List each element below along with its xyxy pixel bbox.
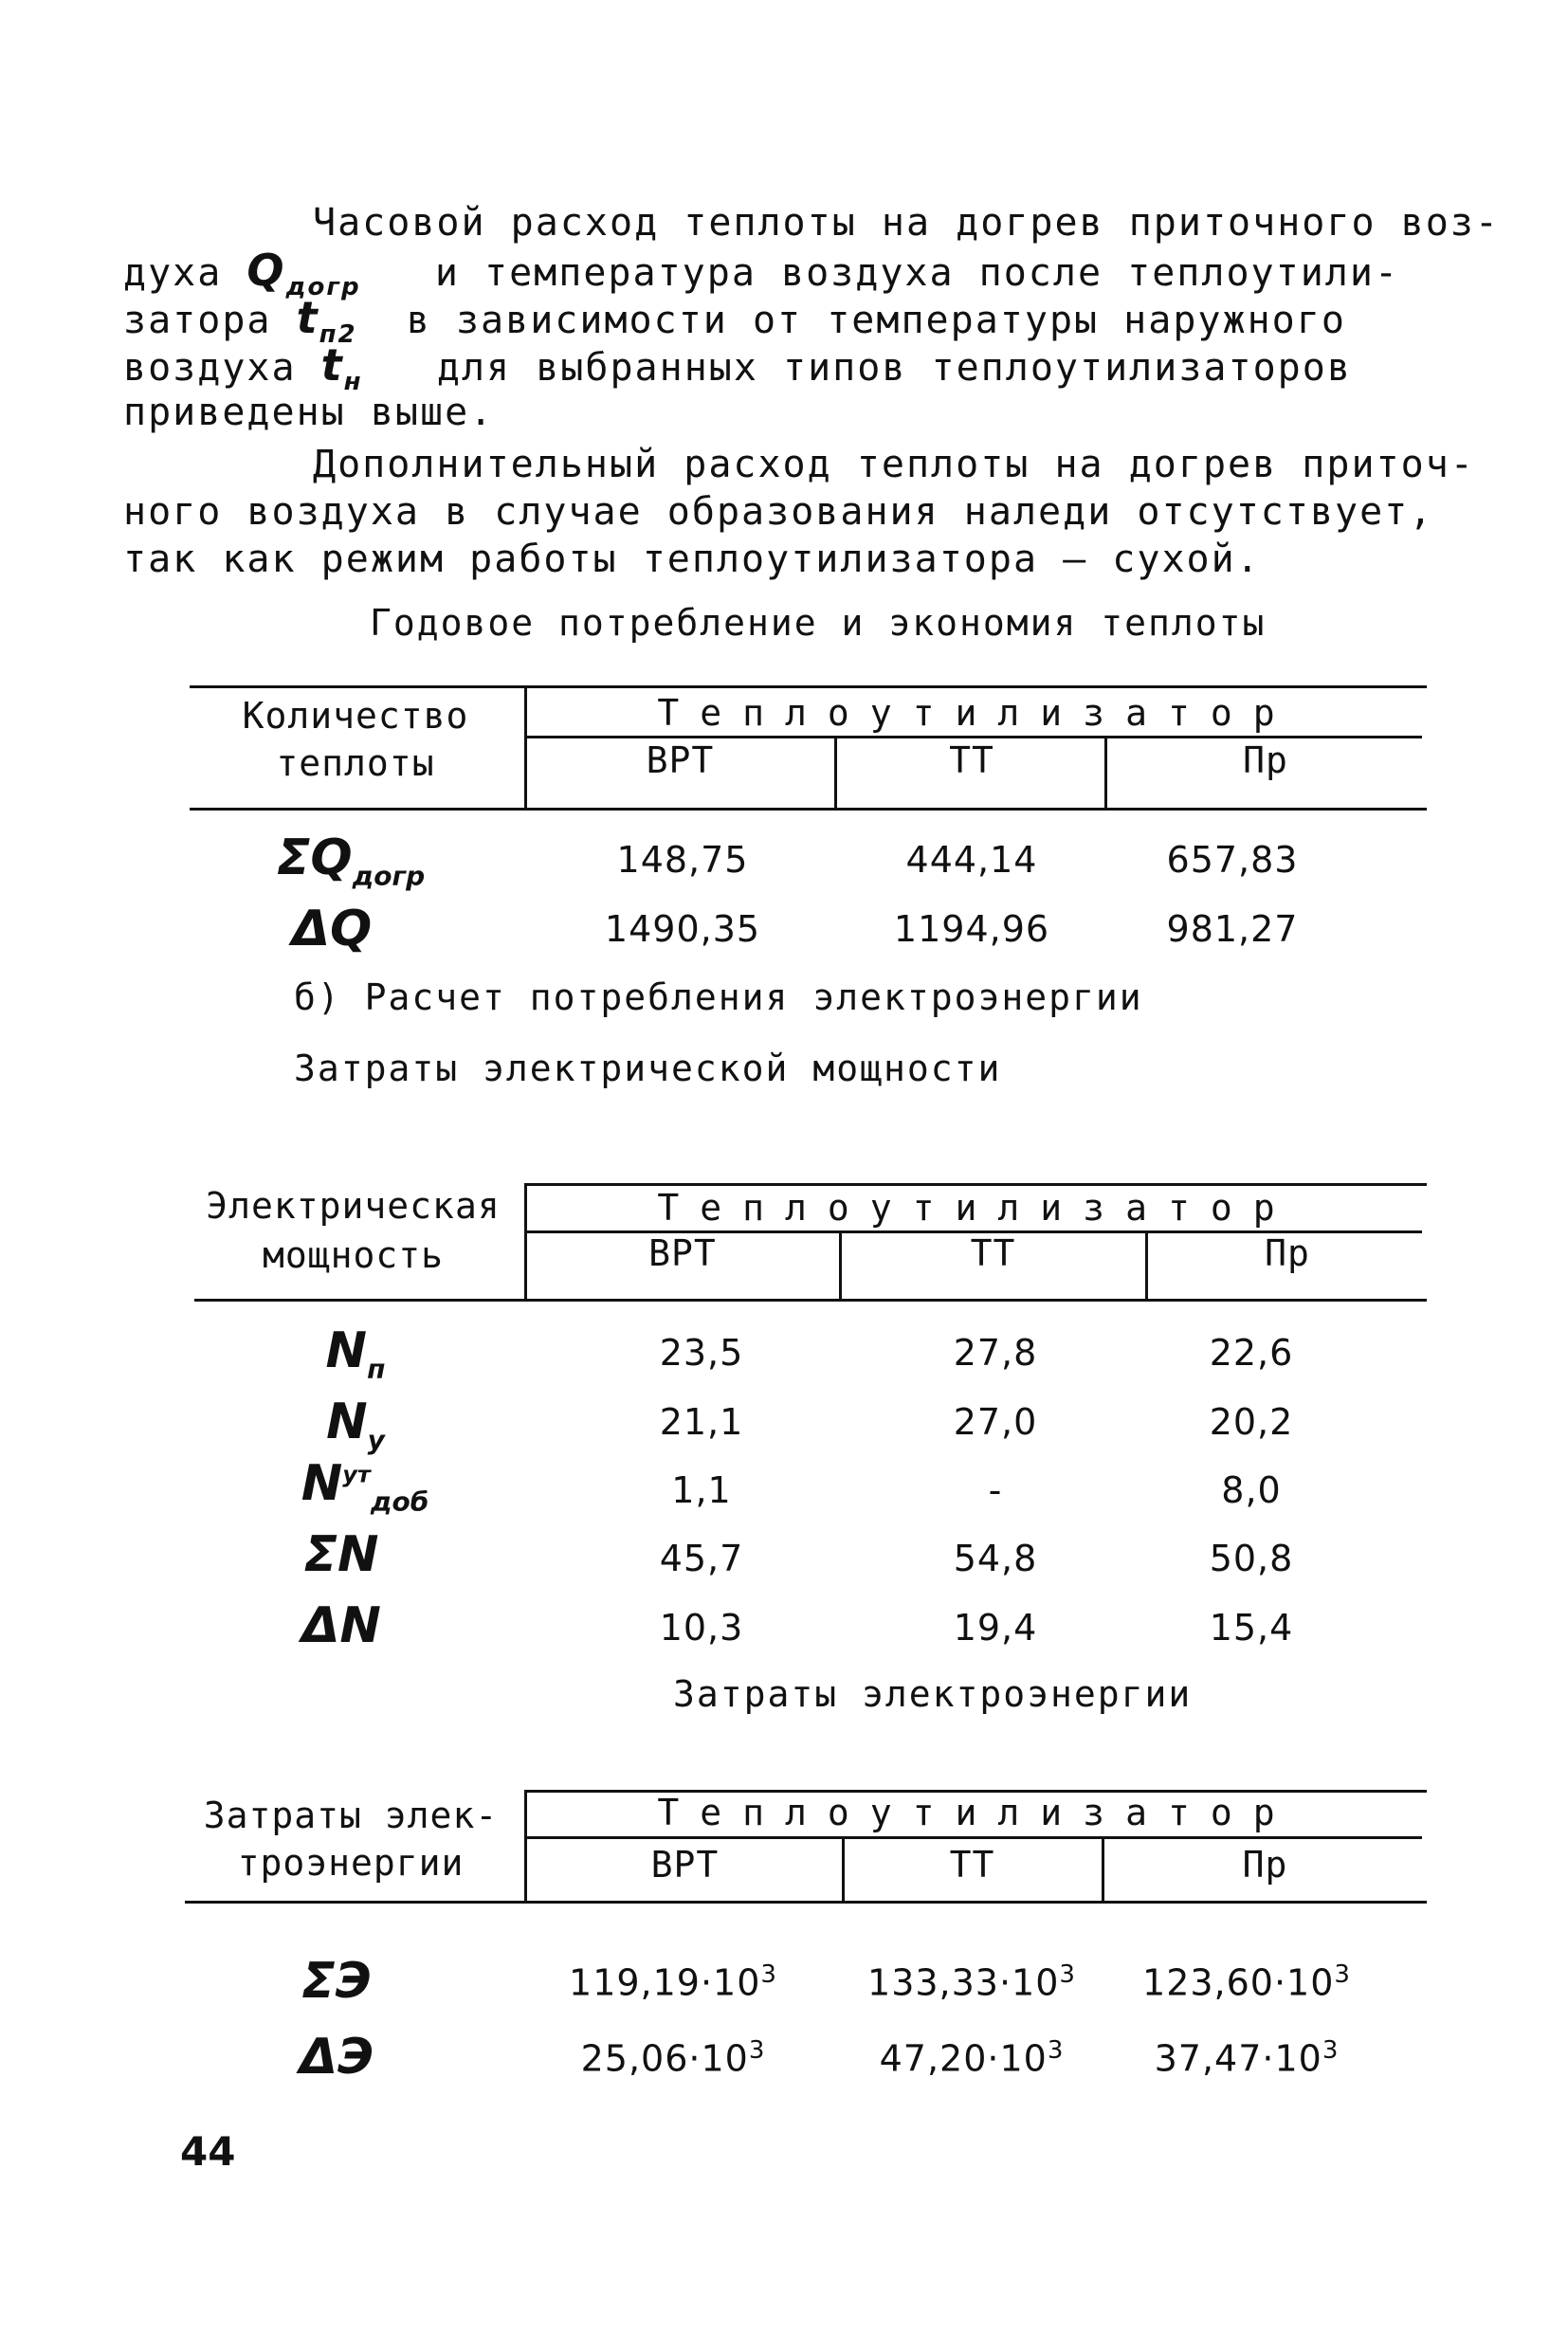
table3-caption: Затраты электроэнергии: [673, 1673, 1193, 1715]
text-line: приведены выше.: [123, 391, 495, 434]
table-cell: $37,47\cdot 10^3$: [1154, 2036, 1340, 2080]
table-cell: 50,8: [1209, 1538, 1294, 1579]
table-cell: $123,60\cdot 10^3$: [1142, 1960, 1351, 2004]
table2-head-left: мощность: [262, 1234, 445, 1276]
table-cell: $47,20\cdot 10^3$: [879, 2036, 1065, 2080]
row-symbol: ΔЭ: [299, 2029, 374, 2086]
table-cell: 22,6: [1209, 1332, 1294, 1374]
table2-divider: [839, 1230, 842, 1299]
table-cell: 657,83: [1166, 839, 1299, 881]
table3-divider: [524, 1790, 527, 1901]
table3-head-left: Затраты элек-: [203, 1795, 499, 1836]
table1-divider: [524, 685, 527, 809]
row-symbol: ΔQ: [291, 901, 373, 957]
paragraph-ice-formation: [123, 441, 1475, 583]
text-line: ного воздуха в случае образования наледи отсутствует,: [123, 490, 1434, 534]
row-symbol: $N_у$: [326, 1394, 385, 1456]
symbol-q-dogr: $Q_{догр}$: [246, 245, 361, 302]
page-number: 44: [180, 2128, 236, 2175]
table-cell: $119,19\cdot 10^3$: [569, 1960, 777, 2004]
table3-group-rule: [526, 1836, 1422, 1839]
table2-col-header: ТТ: [970, 1232, 1016, 1274]
table3-col-header: ВРТ: [650, 1844, 720, 1886]
table2-top-rule: [526, 1183, 1427, 1186]
row-symbol: $\Sigma Q_{догр}$: [276, 829, 426, 892]
table2-group-header: Теплоутилизатор: [657, 1187, 1296, 1229]
table2-divider: [1145, 1230, 1148, 1299]
table3-col-header: ТТ: [949, 1844, 995, 1886]
text-line: так как режим работы теплоутилизатора – сухой.: [123, 538, 1261, 581]
table2-caption: Затраты электрической мощности: [294, 1048, 1002, 1089]
symbol-t-n: $t_н$: [320, 339, 363, 397]
table-cell: 45,7: [659, 1538, 744, 1579]
table-cell: 27,8: [953, 1332, 1038, 1374]
row-symbol: ΣЭ: [301, 1953, 372, 2010]
table2-col-header: ВРТ: [648, 1232, 717, 1274]
table-cell: 19,4: [953, 1607, 1038, 1649]
table1-divider: [1104, 736, 1107, 809]
text-line: Дополнительный расход теплоты на догрев приточ-: [313, 443, 1475, 486]
table1-top-rule: [190, 685, 1427, 688]
table2-col-header: Пр: [1265, 1232, 1310, 1274]
table-cell: 10,3: [659, 1607, 744, 1649]
table-cell: 15,4: [1209, 1607, 1294, 1649]
table3-divider: [1102, 1836, 1104, 1901]
table3-col-header: Пр: [1242, 1844, 1288, 1886]
table-cell: 981,27: [1166, 908, 1299, 950]
table1-group-header: Теплоутилизатор: [657, 692, 1296, 734]
table-cell: 148,75: [616, 839, 749, 881]
table-cell: -: [988, 1469, 1003, 1511]
table-cell: 20,2: [1209, 1401, 1294, 1443]
row-symbol: ΔN: [301, 1597, 381, 1654]
symbol-t-p2: $t_{п2}$: [296, 292, 357, 350]
table3-group-header: Теплоутилизатор: [657, 1792, 1296, 1833]
paragraph-heat-consumption: [123, 199, 1500, 436]
table1-head-left: Количество: [242, 695, 469, 737]
table-cell: 23,5: [659, 1332, 744, 1374]
table1-col-header: ТТ: [949, 739, 994, 781]
table3-divider: [842, 1836, 845, 1901]
text-line: духа $Q_{догр}$ и температура воздуха после теплоутили-: [123, 245, 1400, 302]
table-cell: $133,33\cdot 10^3$: [867, 1960, 1076, 2004]
table1-group-rule: [526, 736, 1422, 738]
table-cell: 1194,96: [893, 908, 1050, 950]
table3-head-left: троэнергии: [237, 1842, 465, 1884]
row-symbol: ΣN: [303, 1526, 379, 1583]
table-cell: 1490,35: [604, 908, 761, 950]
table1-col-header: Пр: [1243, 739, 1288, 781]
table-cell: 8,0: [1221, 1469, 1282, 1511]
text-line: воздуха $t_н$ для выбранных типов теплоутилизаторов: [123, 339, 1352, 397]
table1-head-left: теплоты: [276, 742, 435, 784]
table2-head-left: Электрическая: [206, 1185, 501, 1227]
section-heading: б) Расчет потребления электроэнергии: [294, 976, 1143, 1018]
table-cell: 54,8: [953, 1538, 1038, 1579]
table1-bottom-rule: [190, 808, 1427, 811]
row-symbol: $N_п$: [325, 1322, 386, 1385]
table1-divider: [834, 736, 837, 809]
table1-caption: Годовое потребление и экономия теплоты: [370, 602, 1267, 644]
table-cell: 27,0: [953, 1401, 1038, 1443]
text-line: затора $t_{п2}$ в зависимости от температуры наружного: [123, 292, 1346, 350]
table1-col-header: ВРТ: [646, 739, 715, 781]
table3-bottom-rule: [185, 1901, 1427, 1904]
table2-divider: [524, 1183, 527, 1299]
table-cell: $25,06\cdot 10^3$: [580, 2036, 766, 2080]
text-line: Часовой расход теплоты на догрев приточного воз-: [313, 201, 1500, 245]
table-cell: 444,14: [905, 839, 1038, 881]
table-cell: 21,1: [659, 1401, 744, 1443]
row-symbol: $N^{ут}_{доб}$: [301, 1455, 429, 1518]
table2-bottom-rule: [194, 1299, 1427, 1302]
table-cell: 1,1: [671, 1469, 732, 1511]
